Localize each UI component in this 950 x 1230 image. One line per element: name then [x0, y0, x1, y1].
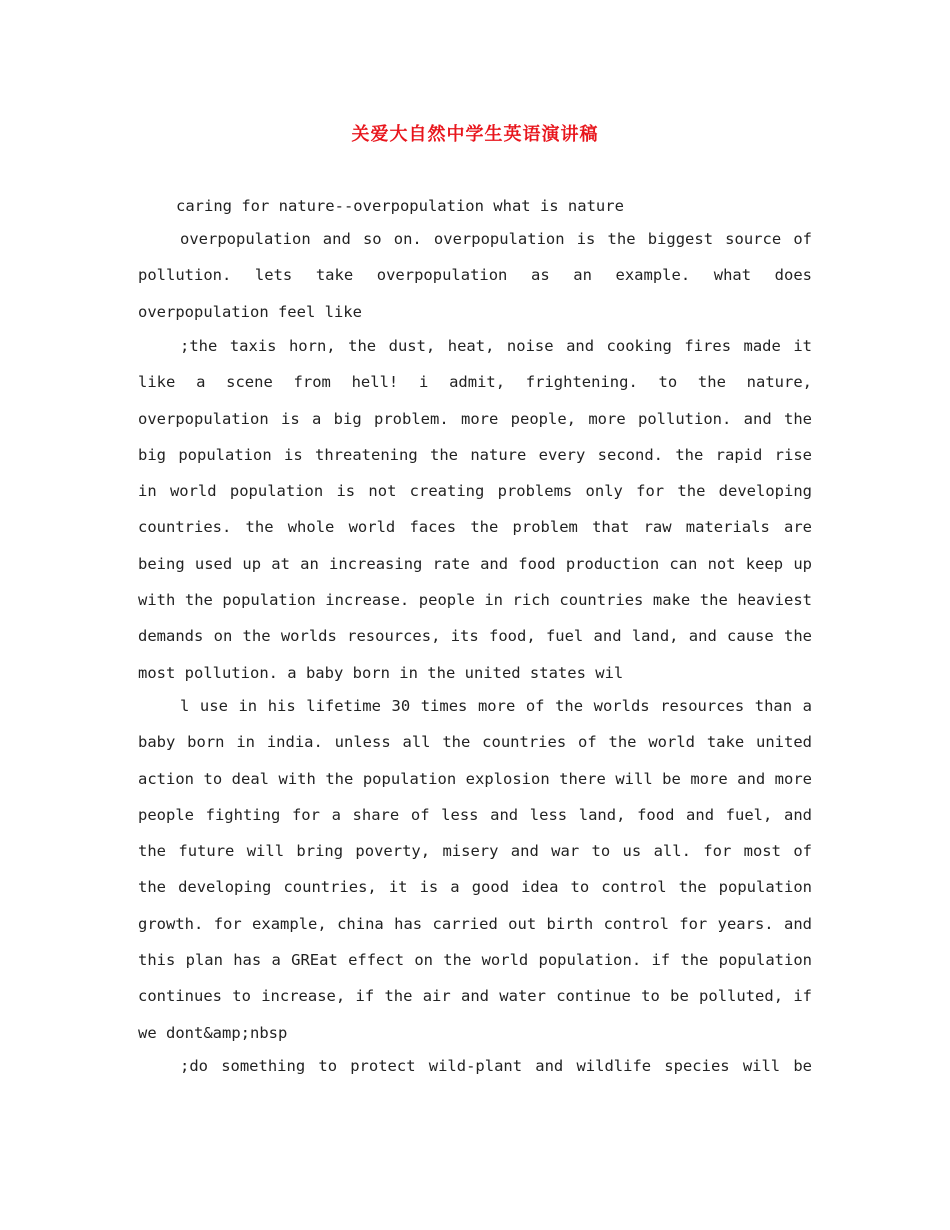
paragraph-line: overpopulation and so on. overpopulation is the biggest source of [180, 230, 812, 248]
paragraph-line: this plan has a GREat effect on the world population. if the population [138, 951, 812, 970]
paragraph-line: the developing countries, it is a good idea to control the population [138, 878, 812, 897]
paragraph-line: with the population increase. people in rich countries make the heaviest [138, 591, 812, 610]
paragraph-line: countries. the whole world faces the problem that raw materials are [138, 518, 812, 537]
paragraph-line: overpopulation is a big problem. more people, more pollution. and the [138, 409, 812, 428]
paragraph-line: pollution. lets take overpopulation as an example. what does [138, 266, 812, 285]
paragraph-line: big population is threatening the nature every second. the rapid rise [138, 445, 812, 464]
paragraph-line: action to deal with the population explosion there will be more and more [138, 769, 812, 788]
paragraph-line: people fighting for a share of less and less land, food and fuel, and [138, 805, 812, 824]
paragraph-line: the future will bring poverty, misery and war to us all. for most of [138, 842, 812, 861]
paragraph-5 [138, 1048, 812, 1084]
paragraph-2 [138, 221, 812, 330]
paragraph-line: caring for nature--overpopulation what is nature [176, 197, 624, 215]
paragraph-line: we dont&amp;nbsp [138, 1023, 288, 1042]
paragraph-line: in world population is not creating problems only for the developing [138, 482, 812, 501]
paragraph-line: l use in his lifetime 30 times more of the worlds resources than a [180, 697, 812, 715]
document-title: 关爱大自然中学生英语演讲稿 [351, 124, 599, 145]
paragraph-line: demands on the worlds resources, its food, fuel and land, and cause the [138, 627, 812, 646]
paragraph-line: being used up at an increasing rate and food production can not keep up [138, 554, 812, 573]
paragraph-4 [138, 688, 812, 1051]
paragraph-3 [138, 328, 812, 691]
paragraph-line: ;do something to protect wild-plant and wildlife species will be [180, 1057, 812, 1075]
paragraph-line: ;the taxis horn, the dust, heat, noise and cooking fires made it [180, 337, 812, 355]
paragraph-1 [138, 188, 812, 224]
paragraph-line: growth. for example, china has carried out birth control for years. and [138, 914, 812, 933]
paragraph-line: like a scene from hell! i admit, frightening. to the nature, [138, 373, 812, 392]
paragraph-line: most pollution. a baby born in the united states wil [138, 663, 624, 682]
paragraph-line: continues to increase, if the air and water continue to be polluted, if [138, 987, 812, 1006]
paragraph-line: overpopulation feel like [138, 302, 362, 321]
paragraph-line: baby born in india. unless all the countries of the world take united [138, 733, 812, 752]
